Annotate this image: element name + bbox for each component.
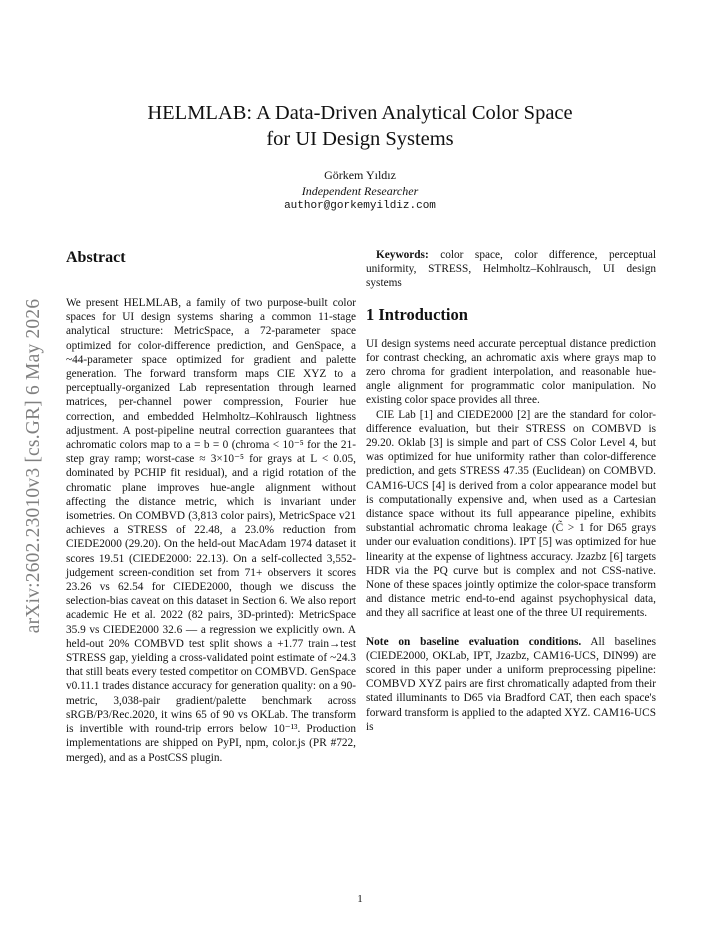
paper-title <box>0 100 720 152</box>
page-number: 1 <box>357 893 363 905</box>
abstract-body: We present HELMLAB, a family of two purpose-built color spaces for UI design systems sharing a common 11-stage analytical structure: MetricSpace, a 72-parameter space optimized for color-difference prediction, and GenSpace, a ~44-parameter space optimized for gradient and palette generation. The forward transform maps CIE XYZ to a perceptually-organized Lab representation through learned matrices, per-channel power compression, Fourier hue correction, and embedded Helmholtz–Kohlrausch lightness adjustment. A post-pipeline neutral correction guarantees that achromatic colors map to a = b = 0 (chroma < 10⁻⁵ for the 21-step gray ramp; worst-case ≈ 3×10⁻⁵ for grays at L < 0.05, dominated by PCHIP fit residual), and a rigid rotation of the chromatic plane improves hue-angle alignment without affecting the distance metric, which is invariant under isometries. On COMBVD (3,813 color pairs), MetricSpace v21 achieves a STRESS of 22.48, a 23.0% reduction from CIEDE2000 (29.20). On the held-out MacAdam 1974 dataset it scores 19.51 (CIEDE2000: 22.13). On a self-collected 3,552-judgement screen-condition set from 71+ observers it scores 23.26 vs 62.54 for CIEDE2000, though we discuss the selection-bias caveat on this dataset in Section 6. We also report academic He et al. 2022 (82 pairs, 3D-printed): MetricSpace 35.9 vs CIEDE2000 32.6 — a regression we explicitly own. A held-out 20% COMBVD test split shows a +1.77 train→test STRESS gap, yielding a cross-validated point estimate of ~24.3 that still beats every tested competitor on COMBVD. GenSpace v0.11.1 trades distance accuracy for generation quality: on a 90-metric, 3,038-pair gradient/palette benchmark across sRGB/P3/Rec.2020, it wins 65 of 90 vs OKLab. The transform is invertible with round-trip errors below 10⁻¹³. Production implementations are shipped on PyPI, npm, color.js (PR #722, merged), and as a PostCSS plugin. <box>66 297 356 764</box>
title-line-2: for UI Design Systems <box>266 128 454 150</box>
baseline-note-label: Note on baseline evaluation conditions. <box>366 635 582 648</box>
intro-heading: 1 Introduction <box>366 304 468 324</box>
author-affiliation: Independent Researcher <box>301 183 419 198</box>
right-column <box>366 248 656 734</box>
arxiv-sidebar <box>19 260 49 672</box>
intro-paragraph-2: CIE Lab [1] and CIEDE2000 [2] are the standard for color-difference evaluation, but their STRESS on COMBVD is 29.20. Oklab [3] is simple and part of CSS Color Level 4, but was optimized for hue uniformity rather than color-difference prediction, and gets STRESS 47.35 (Euclidean) on COMBVD. CAM16-UCS [4] is derived from a color appearance model but is computationally expensive and, when used as a Cartesian distance space without its full appearance pipeline, exhibits substantial achromatic chroma leakage (C̃ > 1 for D65 grays under our evaluation conditions). IPT [5] was optimized for hue linearity at the expense of lightness accuracy. Jzazbz [6] targets HDR via the PQ curve but is complex and not CSS-native. None of these spaces jointly optimize the color-space transform and distance metric end-to-end against psychophysical data, and they all sacrifice at least one of the three UI requirements. <box>366 408 656 620</box>
keywords-label: Keywords: <box>376 249 429 261</box>
author-email[interactable]: author@gorkemyildiz.com <box>284 200 436 212</box>
left-column <box>66 248 356 765</box>
keywords-text: color space, color difference, perceptual uniformity, STRESS, Helmholtz–Kohlrausch, UI design systems <box>366 249 656 290</box>
keywords-paragraph <box>366 248 656 291</box>
author-name: Görkem Yıldız <box>324 168 396 182</box>
title-line-1: HELMLAB: A Data-Driven Analytical Color Space <box>147 102 573 124</box>
intro-paragraph-1: UI design systems need accurate perceptual distance prediction for contrast checking, an achromatic axis where grays map to zero chroma for gradient interpolation, and reasonable hue-angle alignment for programmatic color manipulation. No existing color space provides all three. <box>366 337 656 407</box>
abstract-heading: Abstract <box>66 249 126 266</box>
arxiv-identifier: arXiv:2602.23010v3 [cs.GR] 6 May 2026 <box>23 298 44 634</box>
author-block <box>0 168 720 215</box>
baseline-note-text: All baselines (CIEDE2000, OKLab, IPT, Jzazbz, CAM16-UCS, DIN99) are scored in this paper under a uniform preprocessing pipeline: COMBVD XYZ pairs are first chromatically adapted from their stated illuminants to D65 via Bradford CAT, then each space's forward transform is applied to the adapted XYZ. CAM16-UCS is <box>366 635 657 733</box>
baseline-note-paragraph <box>366 635 656 734</box>
